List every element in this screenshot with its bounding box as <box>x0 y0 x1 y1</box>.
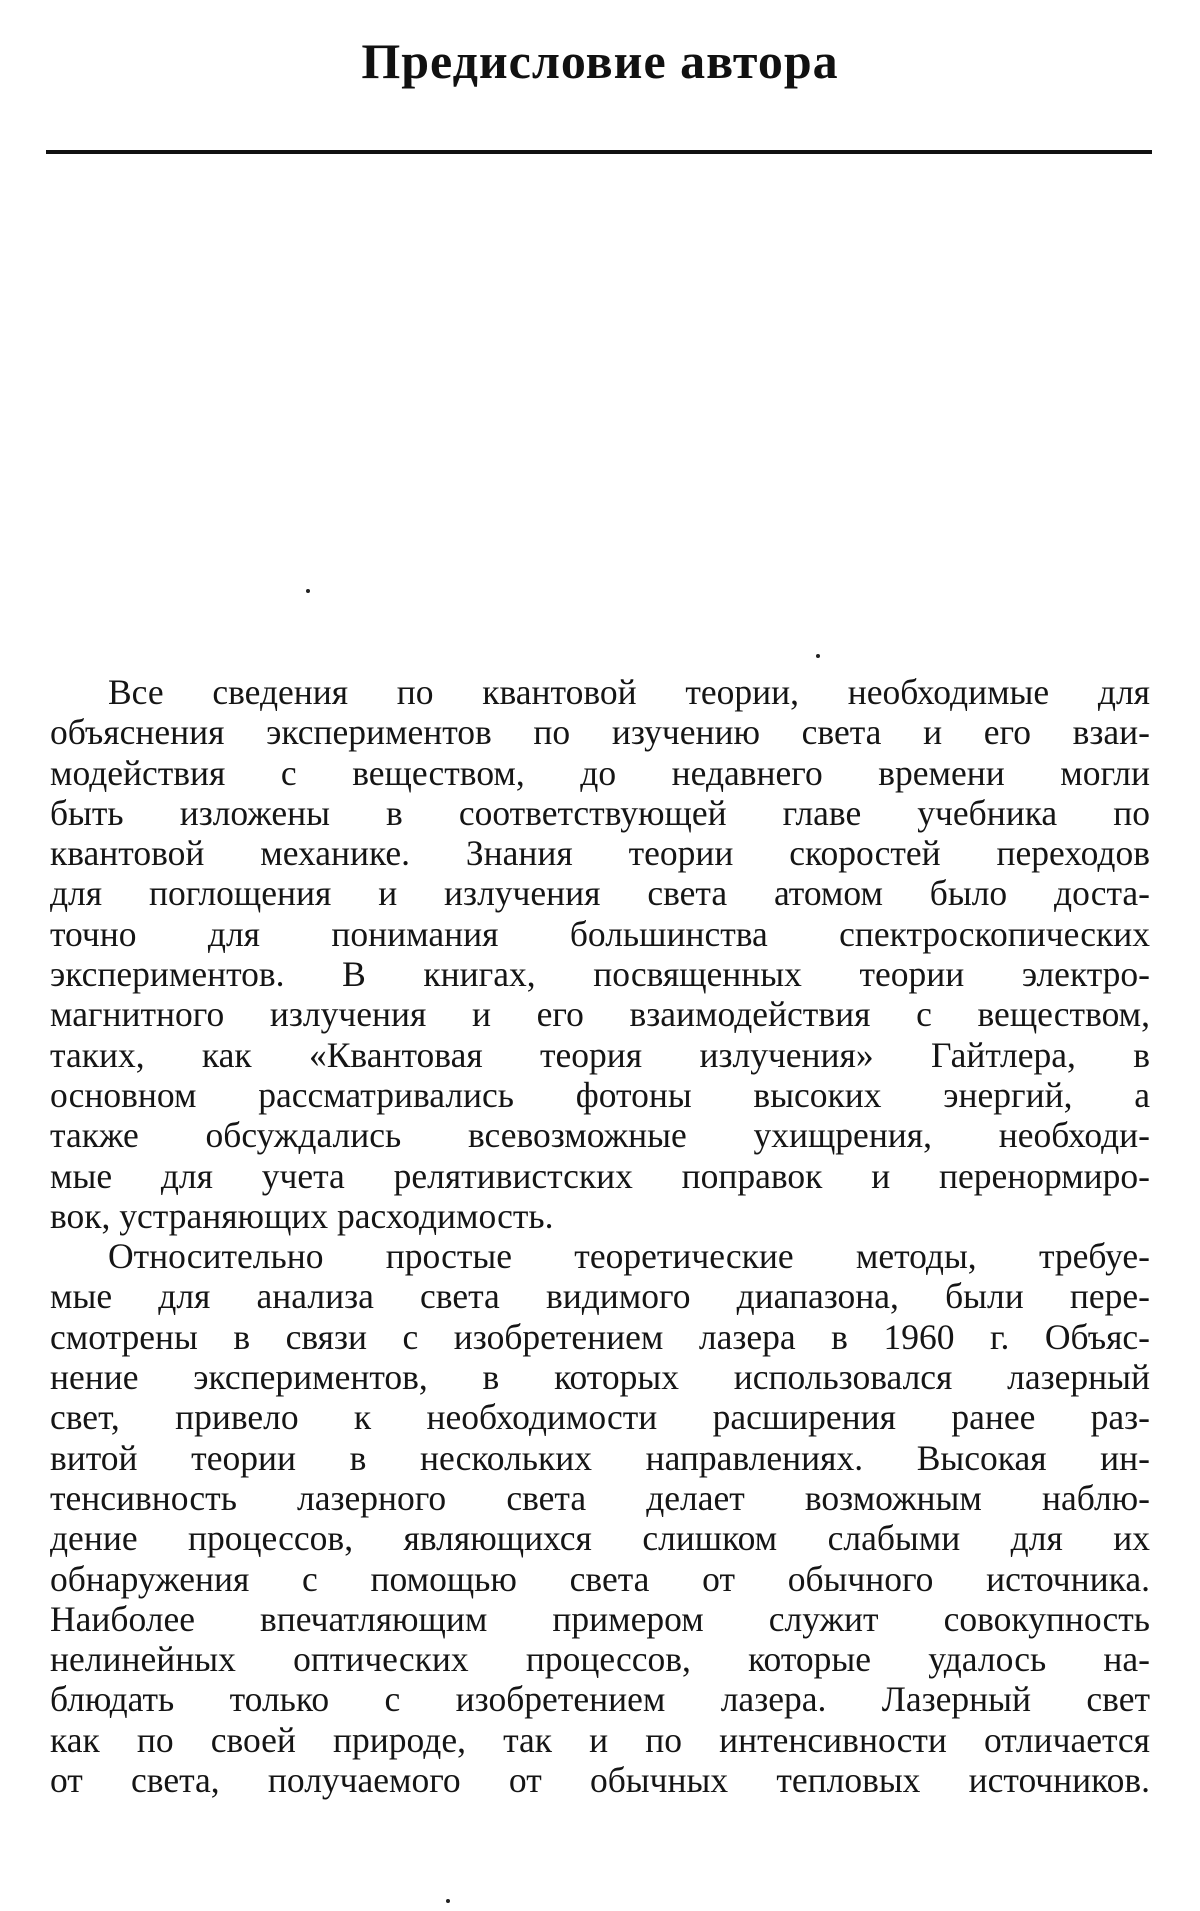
paragraph-1 <box>50 672 1150 1236</box>
text-line: для поглощения и излучения света атомом было доста- <box>50 873 1150 914</box>
text-line: Относительно простые теоретические методы, требуе- <box>108 1236 1150 1277</box>
text-line: блюдать только с изобретением лазера. Лазерный свет <box>50 1679 1150 1720</box>
text-line: от света, получаемого от обычных тепловых источников. <box>50 1760 1150 1801</box>
print-speck <box>446 1899 450 1903</box>
text-line: витой теории в нескольких направлениях. Высокая ин- <box>50 1437 1150 1478</box>
text-line: мые для анализа света видимого диапазона, были пере- <box>50 1276 1150 1317</box>
text-line: дение процессов, являющихся слишком слабыми для их <box>50 1518 1150 1559</box>
text-line: быть изложены в соответствующей главе учебника по <box>50 792 1150 833</box>
text-line: экспериментов. В книгах, посвященных теории электро- <box>50 954 1150 995</box>
title-rule <box>46 150 1152 154</box>
page-title: Предисловие автора <box>361 33 839 89</box>
text-line: модействия с веществом, до недавнего времени могли <box>50 752 1150 793</box>
text-line: Наиболее впечатляющим примером служит совокупность <box>50 1598 1150 1639</box>
text-line: тенсивность лазерного света делает возможным наблю- <box>50 1477 1150 1518</box>
text-line: также обсуждались всевозможные ухищрения, необходи- <box>50 1115 1150 1156</box>
text-line: смотрены в связи с изобретением лазера в 1960 г. Объяс- <box>50 1316 1150 1357</box>
text-line: свет, привело к необходимости расширения ранее раз- <box>50 1397 1150 1438</box>
text-line: магнитного излучения и его взаимодействия с веществом, <box>50 994 1150 1035</box>
text-line: объяснения экспериментов по изучению света и его взаи- <box>50 712 1150 753</box>
text-line: таких, как «Квантовая теория излучения» Гайтлера, в <box>50 1034 1150 1075</box>
text-line: как по своей природе, так и по интенсивности отличается <box>50 1719 1150 1760</box>
body-text <box>50 672 1150 1800</box>
print-speck <box>306 589 310 593</box>
text-line: мые для учета релятивистских поправок и перенормиро- <box>50 1155 1150 1196</box>
text-line: нение экспериментов, в которых использовался лазерный <box>50 1357 1150 1398</box>
paragraph-2 <box>50 1236 1150 1800</box>
text-line: обнаружения с помощью света от обычного источника. <box>50 1558 1150 1599</box>
text-line: квантовой механике. Знания теории скоростей переходов <box>50 833 1150 874</box>
text-line: Все сведения по квантовой теории, необходимые для <box>108 672 1150 712</box>
text-line: основном рассматривались фотоны высоких энергий, а <box>50 1074 1150 1115</box>
text-line: вок, устраняющих расходимость. <box>50 1195 554 1236</box>
text-line: нелинейных оптических процессов, которые удалось на- <box>50 1639 1150 1680</box>
text-line: точно для понимания большинства спектроскопических <box>50 913 1150 954</box>
print-speck <box>816 654 820 658</box>
